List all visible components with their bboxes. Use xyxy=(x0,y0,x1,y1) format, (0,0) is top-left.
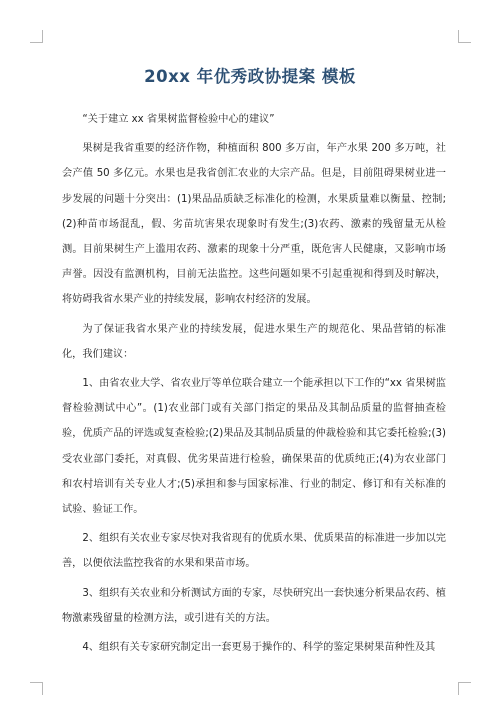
document-title: 20xx 年优秀政协提案 模板 xyxy=(144,67,356,86)
crop-mark-bottom-right xyxy=(458,682,471,695)
crop-mark-top-left xyxy=(30,30,43,43)
paragraph-intro: 为了保证我省水果产业的持续发展，促进水果生产的规范化、果品营销的标准化，我们建议： xyxy=(62,323,446,360)
paragraph-background: 果树是我省重要的经济作物，种植面积 800 多万亩，年产水果 200 多万吨，社会产值 50 多亿元。水果也是我省创汇农业的大宗产品。但是，目前阻碍果树业进一步发展的问题十分突出：(1)果品品质缺乏标准化的检测，水果质量难以衡量、控制;(2)种苗市场混乱，假、劣苗坑害果农现象时有发生;(3)农药、激素的残留量无从检测。目前果树生产上滥用农药、激素的现象十分严重，既危害人民健康，又影响市场声誉。因没有监测机构，目前无法监控。这些问题如果不引起重视和得到及时解决，将妨碍我省水果产业的持续发展，影响农村经济的发展。 xyxy=(62,143,446,306)
document-body xyxy=(62,107,446,664)
proposal-subtitle: “关于建立 xx 省果树监督检验中心的建议” xyxy=(82,114,275,125)
paragraph-suggestion-2: 2、组织有关农业专家尽快对我省现有的优质水果、优质果苗的标准进一步加以完善，以便依法监控我省的水果和果苗市场。 xyxy=(62,533,446,570)
crop-mark-bottom-left xyxy=(30,682,43,695)
crop-mark-top-right xyxy=(458,30,471,43)
paragraph-suggestion-3: 3、组织有关农业和分析测试方面的专家，尽快研究出一套快速分析果品农药、植物激素残留量的检测方法，或引进有关的方法。 xyxy=(62,587,446,624)
paragraph-suggestion-1: 1、由省农业大学、省农业厅等单位联合建立一个能承担以下工作的“xx 省果树监督检验测试中心”。(1)农业部门或有关部门指定的果品及其制品质量的监督抽查检验，优质产品的评选或复查检验;(2)果品及其制品质量的仲裁检验和其它委托检验;(3)受农业部门委托，对真假、优劣果苗进行检验，确保果苗的优质纯正;(4)为农业部门和农村培训有关专业人才;(5)承担和参与国家标准、行业的制定、修订和有关标准的试验、验证工作。 xyxy=(62,378,446,516)
paragraph-suggestion-4: 4、组织有关专家研究制定出一套更易于操作的、科学的鉴定果树果苗种性及其 xyxy=(82,642,436,654)
